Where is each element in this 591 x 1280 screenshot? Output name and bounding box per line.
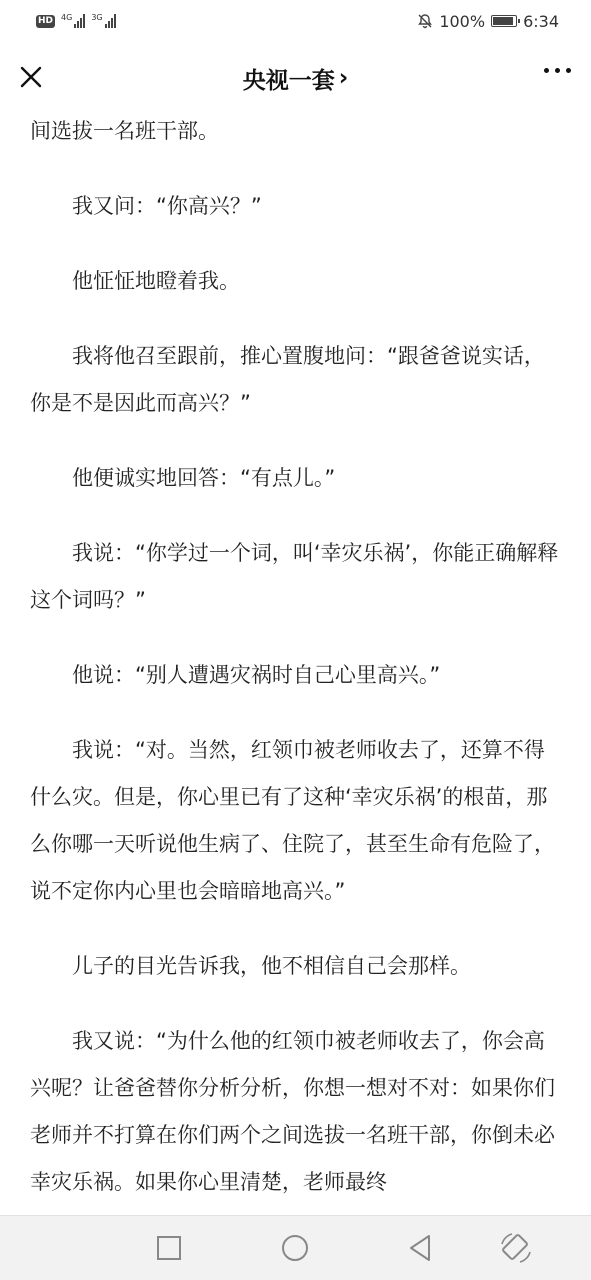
mute-icon	[417, 13, 433, 29]
article-paragraph: 他说：“别人遭遇灾祸时自己心里高兴。”	[72, 663, 441, 687]
article-paragraph: 我又说：“为什么他的红领巾被老师收去了，你会高兴呢？让爸爸替你分析分析，你想一想对不对：如果你们老师并不打算在你们两个之间选拔一名班干部，你倒未必幸灾乐祸。如果你心里清楚，老师最终	[30, 1029, 555, 1194]
battery-icon	[491, 15, 517, 27]
status-left	[36, 14, 116, 28]
battery-percent: 100%	[439, 11, 486, 31]
article-paragraph: 间选拔一名班干部。	[30, 119, 219, 143]
rotate-icon[interactable]	[498, 1230, 534, 1266]
recent-apps-icon[interactable]	[151, 1230, 187, 1266]
clock: 6:34	[523, 11, 559, 31]
nav-title-button[interactable]	[243, 62, 348, 95]
article-paragraph: 儿子的目光告诉我，他不相信自己会那样。	[72, 954, 471, 978]
article-paragraph: 我又问：“你高兴？”	[72, 194, 262, 218]
signal-3g-icon	[91, 14, 115, 28]
article-paragraph: 我说：“你学过一个词，叫‘幸灾乐祸’，你能正确解释这个词吗？”	[30, 541, 559, 612]
nav-bar	[0, 42, 591, 114]
article-body	[30, 108, 560, 1234]
signal-3g-label: 3G	[91, 13, 103, 22]
status-bar	[0, 0, 591, 42]
battery-fill	[493, 17, 513, 25]
article-paragraph: 他便诚实地回答：“有点儿。”	[72, 466, 336, 490]
chevron-right-icon: ›	[338, 65, 349, 91]
close-icon[interactable]	[14, 60, 50, 96]
page-title: 央视一套	[242, 67, 335, 94]
back-icon[interactable]	[403, 1230, 439, 1266]
signal-4g-icon	[61, 14, 85, 28]
home-icon[interactable]	[277, 1230, 313, 1266]
article-paragraph: 他怔怔地瞪着我。	[72, 269, 240, 293]
more-icon[interactable]	[544, 68, 571, 73]
article-paragraph: 我说：“对。当然，红领巾被老师收去了，还算不得什么灾。但是，你心里已有了这种‘幸灾乐祸’的根苗，那么你哪一天听说他生病了、住院了，甚至生命有危险了，说不定你内心里也会暗暗地高兴。”	[30, 738, 555, 903]
status-right	[417, 12, 559, 31]
article-paragraph: 我将他召至跟前，推心置腹地问：“跟爸爸说实话，你是不是因此而高兴？”	[30, 344, 545, 415]
hd-icon: HD	[38, 15, 54, 26]
signal-4g-label: 4G	[61, 13, 73, 22]
system-nav-bar	[0, 1215, 591, 1280]
